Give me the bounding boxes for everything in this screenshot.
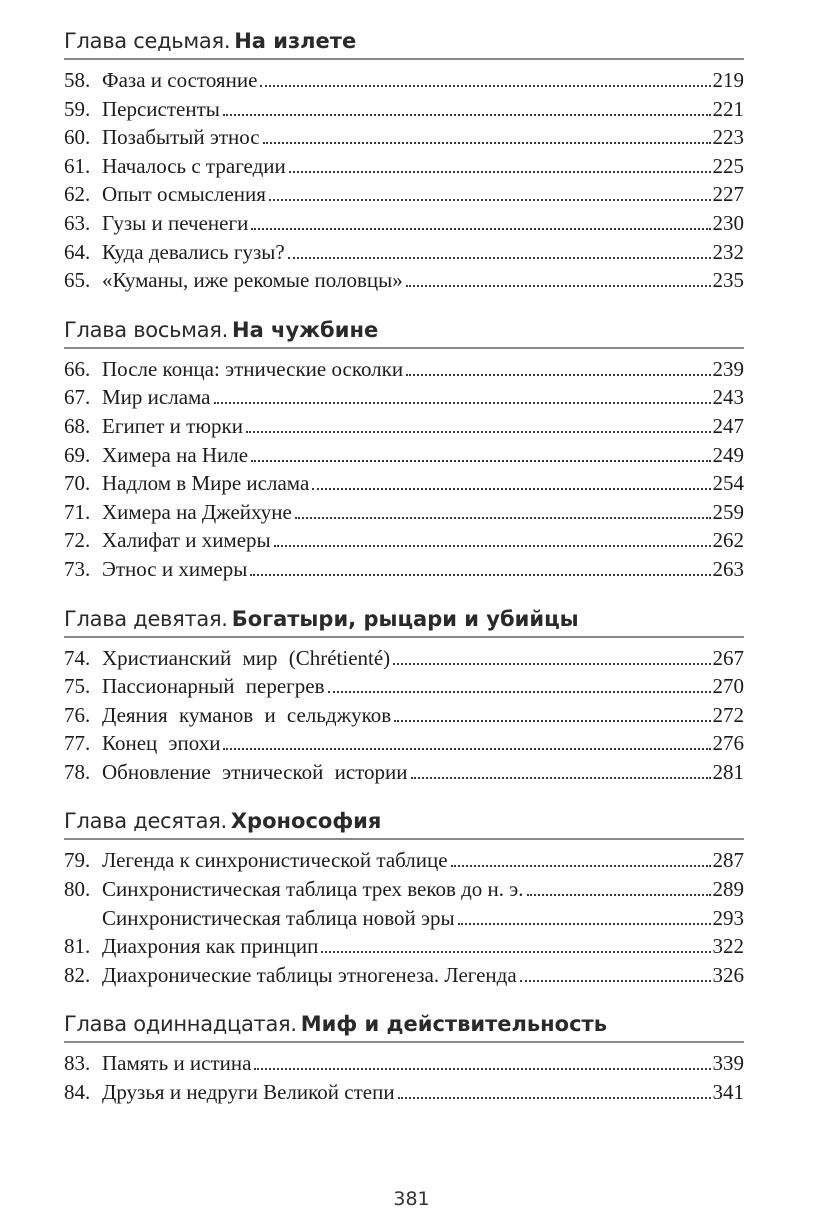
entry-number: 68. xyxy=(64,413,91,438)
dot-leader xyxy=(254,1068,710,1070)
entry-number: 71. xyxy=(64,499,91,524)
toc-list xyxy=(64,1049,744,1106)
entry-number: 72. xyxy=(64,528,91,553)
entry-title: Этнос и химеры xyxy=(102,556,248,581)
toc-entry[interactable] xyxy=(64,729,744,758)
chapter-section xyxy=(64,313,744,584)
entry-title: Химера на Ниле xyxy=(102,442,249,467)
entry-title: «Куманы, иже рекомые половцы» xyxy=(102,268,403,293)
entry-number: 81. xyxy=(64,934,91,959)
entry-number: 65. xyxy=(64,268,91,293)
chapter-title: На излете xyxy=(234,29,357,53)
entry-number: 66. xyxy=(64,356,91,381)
entry-page-number: 243 xyxy=(712,385,744,410)
toc-list xyxy=(64,644,744,787)
dot-leader xyxy=(328,691,711,693)
entry-page-number: 235 xyxy=(712,268,744,293)
entry-title: Память и истина xyxy=(102,1051,252,1076)
entry-number: 74. xyxy=(64,645,91,670)
toc-entry[interactable] xyxy=(64,441,744,470)
dot-leader xyxy=(451,865,711,867)
entry-page-number: 322 xyxy=(712,934,744,959)
entry-title: Друзья и недруги Великой степи xyxy=(102,1080,395,1105)
entry-page-number: 341 xyxy=(712,1080,744,1105)
entry-page-number: 254 xyxy=(712,471,744,496)
toc-entry[interactable] xyxy=(64,875,744,904)
chapter-heading xyxy=(64,313,744,349)
entry-page-number: 230 xyxy=(712,210,744,235)
entry-number: 84. xyxy=(64,1080,91,1105)
dot-leader xyxy=(394,720,710,722)
toc-entry[interactable] xyxy=(64,123,744,152)
entry-page-number: 293 xyxy=(712,905,744,930)
dot-leader xyxy=(406,374,710,376)
toc-entry[interactable] xyxy=(64,469,744,498)
toc-entry[interactable] xyxy=(64,95,744,124)
toc-entry[interactable] xyxy=(64,498,744,527)
entry-page-number: 219 xyxy=(712,68,744,92)
entry-page-number: 281 xyxy=(712,759,744,784)
chapter-heading xyxy=(64,804,744,840)
chapter-title: Богатыри, рыцари и убийцы xyxy=(231,606,579,631)
entry-number: 76. xyxy=(64,702,91,727)
toc-entry[interactable] xyxy=(64,555,744,584)
entry-page-number: 225 xyxy=(712,153,744,178)
dot-leader xyxy=(263,142,711,144)
entry-title: Опыт осмысления xyxy=(102,182,266,207)
entry-page-number: 221 xyxy=(712,96,744,121)
entry-number: 73. xyxy=(64,556,91,581)
chapter-section xyxy=(64,804,744,989)
toc-entry[interactable] xyxy=(64,412,744,441)
entry-title: Деяния куманов и сельджуков xyxy=(102,702,392,727)
entry-title: Фаза и состояние xyxy=(102,68,258,92)
entry-number: 82. xyxy=(64,962,91,987)
entry-number: 69. xyxy=(64,442,91,467)
entry-number: 78. xyxy=(64,759,91,784)
dot-leader xyxy=(260,85,710,87)
entry-title: Диахронические таблицы этногенеза. Легенда xyxy=(102,962,517,987)
entry-page-number: 223 xyxy=(712,125,744,150)
dot-leader xyxy=(398,1097,711,1099)
toc-entry[interactable] xyxy=(64,961,744,990)
chapter-heading xyxy=(64,1007,744,1043)
entry-title: После конца: этнические осколки xyxy=(102,356,404,381)
entry-number: 62. xyxy=(64,182,91,207)
entry-title: Халифат и химеры xyxy=(102,528,271,553)
toc-entry[interactable] xyxy=(64,238,744,267)
dot-leader xyxy=(295,517,711,519)
entry-page-number: 249 xyxy=(712,442,744,467)
dot-leader xyxy=(251,460,710,462)
entry-page-number: 263 xyxy=(712,556,744,581)
toc-entry[interactable] xyxy=(64,758,744,787)
entry-title: Конец эпохи xyxy=(102,731,221,756)
chapter-section xyxy=(64,24,744,295)
toc-entry[interactable] xyxy=(64,526,744,555)
chapter-section xyxy=(64,1007,744,1106)
toc-entry[interactable] xyxy=(64,904,744,933)
entry-title: Синхронистическая таблица трех веков до н. э. xyxy=(102,877,524,902)
dot-leader xyxy=(393,663,710,665)
entry-number: 67. xyxy=(64,385,91,410)
dot-leader xyxy=(246,431,711,433)
entry-page-number: 262 xyxy=(712,528,744,553)
toc-entry[interactable] xyxy=(64,932,744,961)
toc-entry[interactable] xyxy=(64,1078,744,1107)
toc-entry[interactable] xyxy=(64,701,744,730)
entry-number: 60. xyxy=(64,125,91,150)
entry-page-number: 267 xyxy=(712,645,744,670)
chapter-label: Глава девятая. xyxy=(64,606,228,631)
entry-title: Персистенты xyxy=(102,96,220,121)
table-of-contents xyxy=(64,24,744,1125)
dot-leader xyxy=(288,257,711,259)
toc-entry[interactable] xyxy=(64,209,744,238)
dot-leader xyxy=(411,777,711,779)
entry-number: 70. xyxy=(64,471,91,496)
entry-title: Гузы и печенеги xyxy=(102,210,249,235)
entry-number: 63. xyxy=(64,210,91,235)
entry-page-number: 247 xyxy=(712,413,744,438)
toc-list xyxy=(64,66,744,295)
dot-leader xyxy=(223,748,710,750)
entry-page-number: 272 xyxy=(712,702,744,727)
entry-title: Обновление этнической истории xyxy=(102,759,408,784)
toc-entry[interactable] xyxy=(64,355,744,384)
toc-entry[interactable] xyxy=(64,383,744,412)
toc-entry[interactable] xyxy=(64,1049,744,1078)
page-number: 381 xyxy=(393,1188,430,1210)
chapter-label: Глава одиннадцатая. xyxy=(64,1012,297,1037)
chapter-heading xyxy=(64,24,744,60)
entry-page-number: 270 xyxy=(712,674,744,699)
dot-leader xyxy=(520,980,711,982)
entry-page-number: 339 xyxy=(712,1051,744,1076)
entry-title: Куда девались гузы? xyxy=(102,239,285,264)
dot-leader xyxy=(214,402,711,404)
entry-number: 77. xyxy=(64,731,91,756)
chapter-section xyxy=(64,602,744,787)
entry-title: Христианский мир (Chrétienté) xyxy=(102,645,391,670)
entry-title: Мир ислама xyxy=(102,385,211,410)
chapter-title: На чужбине xyxy=(232,317,379,342)
entry-page-number: 232 xyxy=(712,239,744,264)
toc-entry[interactable] xyxy=(64,180,744,209)
toc-entry[interactable] xyxy=(64,846,744,875)
entry-number: 58. xyxy=(64,68,91,92)
dot-leader xyxy=(312,488,710,490)
chapter-heading xyxy=(64,602,744,638)
toc-entry[interactable] xyxy=(64,266,744,295)
chapter-title: Миф и действительность xyxy=(300,1012,607,1037)
dot-leader xyxy=(250,574,710,576)
dot-leader xyxy=(251,228,710,230)
chapter-label: Глава восьмая. xyxy=(64,317,228,342)
entry-title: Синхронистическая таблица новой эры xyxy=(102,905,455,930)
entry-page-number: 326 xyxy=(712,962,744,987)
chapter-title: Хронософия xyxy=(230,809,382,834)
entry-page-number: 227 xyxy=(712,182,744,207)
entry-title: Позабытый этнос xyxy=(102,125,260,150)
entry-number: 79. xyxy=(64,848,91,873)
entry-page-number: 259 xyxy=(712,499,744,524)
dot-leader xyxy=(289,171,711,173)
entry-title: Египет и тюрки xyxy=(102,413,243,438)
dot-leader xyxy=(274,545,711,547)
toc-entry[interactable] xyxy=(64,644,744,673)
entry-number: 59. xyxy=(64,96,91,121)
entry-title: Химера на Джейхуне xyxy=(102,499,292,524)
entry-number: 83. xyxy=(64,1051,91,1076)
chapter-label: Глава седьмая. xyxy=(64,29,231,53)
entry-title: Диахрония как принцип xyxy=(102,934,319,959)
entry-number: 61. xyxy=(64,153,91,178)
entry-page-number: 276 xyxy=(712,731,744,756)
dot-leader xyxy=(406,285,711,287)
dot-leader xyxy=(527,894,711,896)
entry-number: 75. xyxy=(64,674,91,699)
entry-title: Пассионарный перегрев xyxy=(102,674,325,699)
toc-entry[interactable] xyxy=(64,152,744,181)
chapter-label: Глава десятая. xyxy=(64,809,227,834)
dot-leader xyxy=(321,951,710,953)
entry-page-number: 239 xyxy=(712,356,744,381)
toc-list xyxy=(64,355,744,584)
toc-entry[interactable] xyxy=(64,66,744,95)
dot-leader xyxy=(458,923,711,925)
entry-page-number: 287 xyxy=(712,848,744,873)
toc-entry[interactable] xyxy=(64,672,744,701)
entry-title: Надлом в Мире ислама xyxy=(102,471,310,496)
entry-number: 64. xyxy=(64,239,91,264)
entry-number: 80. xyxy=(64,877,91,902)
entry-title: Началось с трагедии xyxy=(102,153,286,178)
entry-title: Легенда к синхронистической таблице xyxy=(102,848,448,873)
toc-list xyxy=(64,846,744,989)
dot-leader xyxy=(223,114,711,116)
dot-leader xyxy=(269,199,711,201)
entry-page-number: 289 xyxy=(712,877,744,902)
